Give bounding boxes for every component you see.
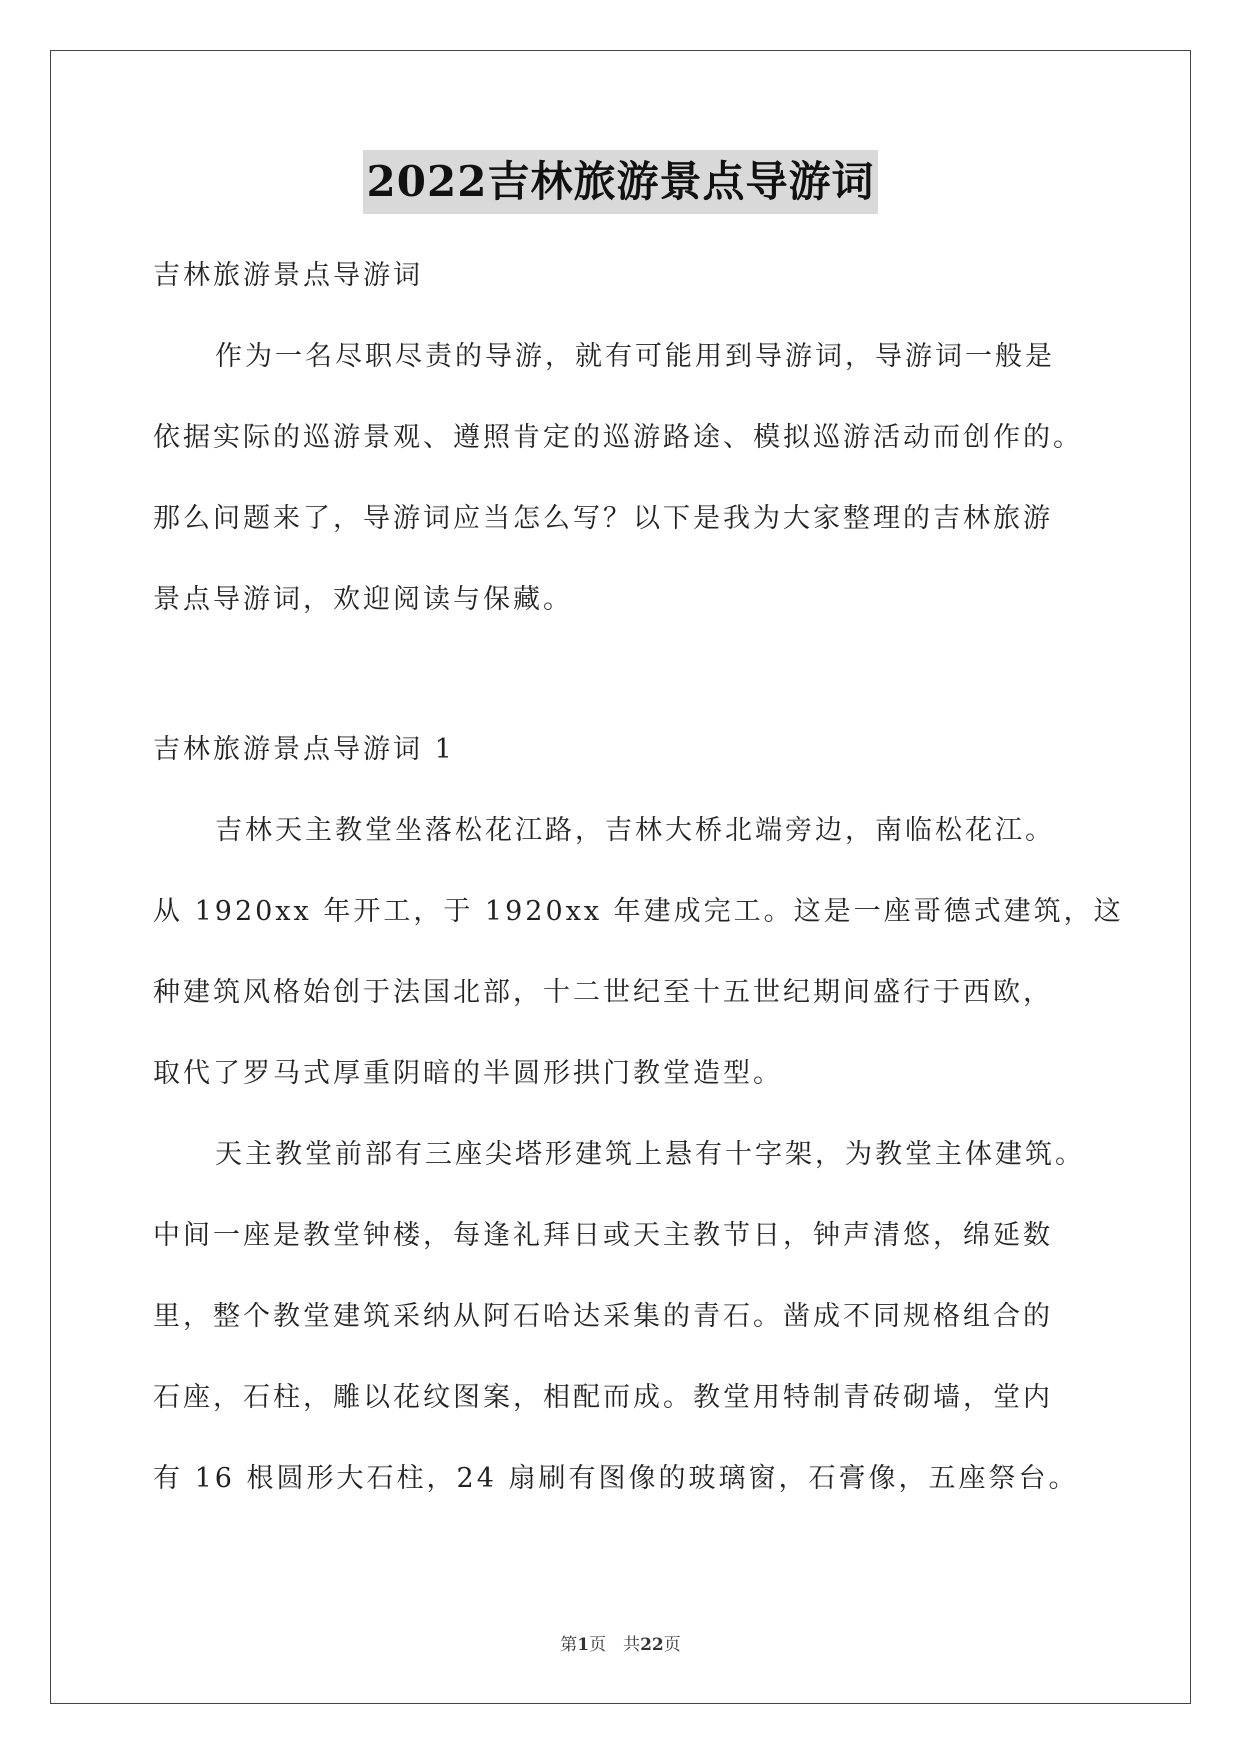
document-title: 2022吉林旅游景点导游词	[363, 150, 879, 214]
paragraph-line: 那么问题来了，导游词应当怎么写？以下是我为大家整理的吉林旅游	[153, 503, 1053, 534]
body-paragraph	[153, 1114, 1093, 1519]
paragraph-line: 有 16 根圆形大石柱，24 扇刷有图像的玻璃窗，石膏像，五座祭台。	[153, 1463, 1079, 1494]
title-container	[0, 150, 1241, 214]
paragraph-line: 取代了罗马式厚重阴暗的半圆形拱门教堂造型。	[153, 1058, 783, 1089]
section-heading: 吉林旅游景点导游词 1	[153, 734, 455, 765]
body-paragraph	[153, 790, 1124, 1114]
spacer	[153, 640, 1093, 709]
paragraph-line: 从 1920xx 年开工，于 1920xx 年建成完工。这是一座哥德式建筑，这	[153, 896, 1124, 927]
page-prefix: 第	[560, 1635, 578, 1655]
page-suffix: 页	[663, 1635, 681, 1655]
paragraph-line: 里，整个教堂建筑采纳从阿石哈达采集的青石。凿成不同规格组合的	[153, 1301, 1053, 1332]
paragraph-line: 中间一座是教堂钟楼，每逢礼拜日或天主教节日，钟声清悠，绵延数	[153, 1220, 1053, 1251]
paragraph-line: 景点导游词，欢迎阅读与保藏。	[153, 584, 573, 615]
paragraph-line: 依据实际的巡游景观、遵照肯定的巡游路途、模拟巡游活动而创作的。	[153, 422, 1083, 453]
paragraph-line: 石座，石柱，雕以花纹图案，相配而成。教堂用特制青砖砌墙，堂内	[153, 1382, 1053, 1413]
paragraph-line: 种建筑风格始创于法国北部，十二世纪至十五世纪期间盛行于西欧，	[153, 977, 1053, 1008]
page-mid: 页 共	[589, 1635, 641, 1655]
page-total: 22	[640, 1635, 664, 1655]
paragraph-line: 作为一名尽职尽责的导游，就有可能用到导游词，导游词一般是	[215, 341, 1055, 372]
section-heading: 吉林旅游景点导游词	[153, 260, 423, 291]
intro-paragraph	[153, 316, 1093, 640]
page-footer	[0, 1630, 1241, 1655]
page-current: 1	[577, 1635, 590, 1655]
paragraph-line: 天主教堂前部有三座尖塔形建筑上悬有十字架，为教堂主体建筑。	[215, 1139, 1085, 1170]
document-body	[153, 235, 1124, 1519]
paragraph-line: 吉林天主教堂坐落松花江路，吉林大桥北端旁边，南临松花江。	[215, 815, 1055, 846]
